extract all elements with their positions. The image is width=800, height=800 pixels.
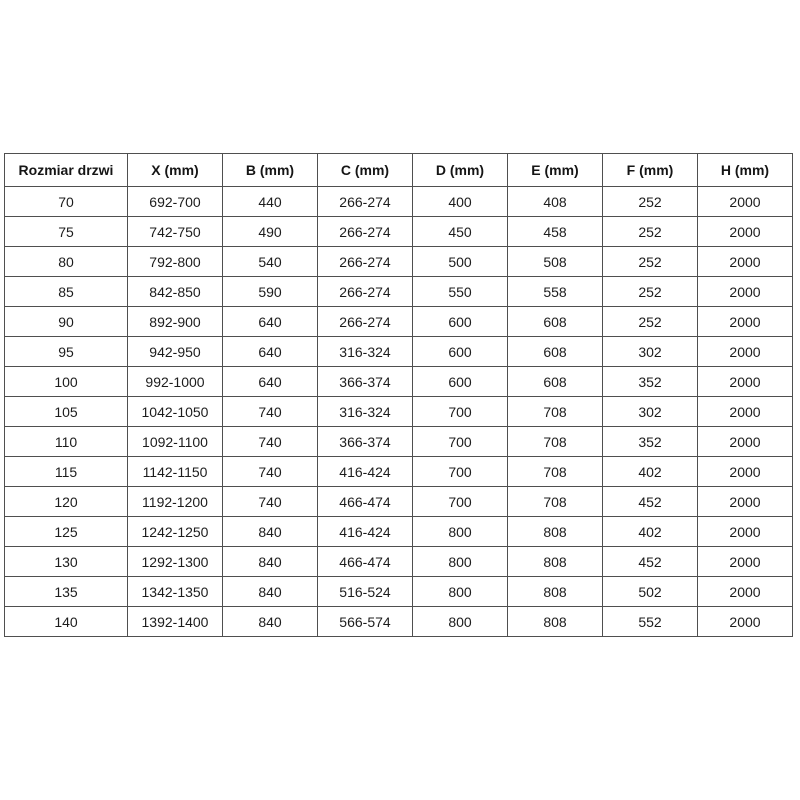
table-cell: 740: [223, 427, 318, 457]
table-cell: 125: [5, 517, 128, 547]
table-cell: 800: [413, 607, 508, 637]
table-cell: 110: [5, 427, 128, 457]
table-cell: 252: [603, 247, 698, 277]
table-cell: 75: [5, 217, 128, 247]
table-cell: 942-950: [128, 337, 223, 367]
header-cell: B (mm): [223, 154, 318, 187]
table-cell: 740: [223, 457, 318, 487]
header-cell: F (mm): [603, 154, 698, 187]
table-cell: 120: [5, 487, 128, 517]
table-cell: 2000: [698, 487, 793, 517]
table-cell: 800: [413, 517, 508, 547]
table-cell: 792-800: [128, 247, 223, 277]
header-cell: H (mm): [698, 154, 793, 187]
table-cell: 600: [413, 307, 508, 337]
table-cell: 600: [413, 337, 508, 367]
table-cell: 700: [413, 427, 508, 457]
table-cell: 840: [223, 547, 318, 577]
table-cell: 808: [508, 517, 603, 547]
table-row: [5, 247, 793, 277]
table-cell: 416-424: [318, 457, 413, 487]
table-cell: 140: [5, 607, 128, 637]
table-cell: 808: [508, 577, 603, 607]
table-cell: 316-324: [318, 337, 413, 367]
table-cell: 2000: [698, 517, 793, 547]
table-cell: 402: [603, 517, 698, 547]
table-cell: 440: [223, 187, 318, 217]
table-cell: 1092-1100: [128, 427, 223, 457]
table-cell: 416-424: [318, 517, 413, 547]
table-cell: 2000: [698, 367, 793, 397]
header-cell: X (mm): [128, 154, 223, 187]
table-row: [5, 487, 793, 517]
table-cell: 608: [508, 337, 603, 367]
table-row: [5, 217, 793, 247]
table-cell: 2000: [698, 397, 793, 427]
table-cell: 252: [603, 307, 698, 337]
table-header-row: [5, 154, 793, 187]
table-cell: 808: [508, 607, 603, 637]
table-cell: 508: [508, 247, 603, 277]
header-cell: C (mm): [318, 154, 413, 187]
table-cell: 740: [223, 397, 318, 427]
table-cell: 408: [508, 187, 603, 217]
table-cell: 608: [508, 367, 603, 397]
table-cell: 266-274: [318, 277, 413, 307]
table-cell: 2000: [698, 277, 793, 307]
table-row: [5, 187, 793, 217]
table-cell: 608: [508, 307, 603, 337]
table-cell: 400: [413, 187, 508, 217]
table-cell: 500: [413, 247, 508, 277]
table-cell: 708: [508, 397, 603, 427]
table-cell: 105: [5, 397, 128, 427]
table-cell: 2000: [698, 337, 793, 367]
table-row: [5, 397, 793, 427]
table-cell: 892-900: [128, 307, 223, 337]
table-cell: 2000: [698, 547, 793, 577]
table-cell: 742-750: [128, 217, 223, 247]
table-cell: 540: [223, 247, 318, 277]
table-cell: 708: [508, 457, 603, 487]
table-cell: 252: [603, 277, 698, 307]
table-cell: 466-474: [318, 487, 413, 517]
table-cell: 700: [413, 457, 508, 487]
door-size-table-container: [4, 153, 793, 637]
table-cell: 502: [603, 577, 698, 607]
table-cell: 266-274: [318, 187, 413, 217]
table-cell: 1342-1350: [128, 577, 223, 607]
table-cell: 90: [5, 307, 128, 337]
table-cell: 1042-1050: [128, 397, 223, 427]
table-cell: 85: [5, 277, 128, 307]
table-cell: 842-850: [128, 277, 223, 307]
table-cell: 640: [223, 337, 318, 367]
table-cell: 115: [5, 457, 128, 487]
table-cell: 2000: [698, 577, 793, 607]
table-cell: 452: [603, 487, 698, 517]
table-cell: 640: [223, 367, 318, 397]
table-cell: 302: [603, 397, 698, 427]
table-row: [5, 577, 793, 607]
table-cell: 640: [223, 307, 318, 337]
table-row: [5, 607, 793, 637]
table-cell: 100: [5, 367, 128, 397]
table-cell: 490: [223, 217, 318, 247]
table-cell: 130: [5, 547, 128, 577]
table-cell: 516-524: [318, 577, 413, 607]
table-cell: 352: [603, 427, 698, 457]
table-cell: 800: [413, 577, 508, 607]
table-cell: 95: [5, 337, 128, 367]
table-cell: 458: [508, 217, 603, 247]
header-cell: D (mm): [413, 154, 508, 187]
table-cell: 800: [413, 547, 508, 577]
table-cell: 135: [5, 577, 128, 607]
table-cell: 450: [413, 217, 508, 247]
table-row: [5, 547, 793, 577]
table-cell: 352: [603, 367, 698, 397]
table-cell: 2000: [698, 427, 793, 457]
table-row: [5, 367, 793, 397]
table-cell: 2000: [698, 217, 793, 247]
table-cell: 692-700: [128, 187, 223, 217]
table-cell: 366-374: [318, 427, 413, 457]
table-cell: 252: [603, 217, 698, 247]
table-cell: 708: [508, 427, 603, 457]
table-row: [5, 427, 793, 457]
table-cell: 402: [603, 457, 698, 487]
table-cell: 808: [508, 547, 603, 577]
table-cell: 2000: [698, 247, 793, 277]
table-row: [5, 307, 793, 337]
table-cell: 992-1000: [128, 367, 223, 397]
table-cell: 466-474: [318, 547, 413, 577]
table-cell: 266-274: [318, 307, 413, 337]
table-cell: 302: [603, 337, 698, 367]
table-cell: 740: [223, 487, 318, 517]
table-cell: 252: [603, 187, 698, 217]
table-cell: 1292-1300: [128, 547, 223, 577]
table-cell: 2000: [698, 187, 793, 217]
table-cell: 1242-1250: [128, 517, 223, 547]
table-cell: 316-324: [318, 397, 413, 427]
table-cell: 80: [5, 247, 128, 277]
table-cell: 700: [413, 487, 508, 517]
table-cell: 700: [413, 397, 508, 427]
table-cell: 840: [223, 607, 318, 637]
table-cell: 266-274: [318, 247, 413, 277]
table-cell: 2000: [698, 307, 793, 337]
table-cell: 708: [508, 487, 603, 517]
table-row: [5, 517, 793, 547]
table-cell: 1192-1200: [128, 487, 223, 517]
table-cell: 550: [413, 277, 508, 307]
table-row: [5, 277, 793, 307]
table-cell: 600: [413, 367, 508, 397]
table-cell: 558: [508, 277, 603, 307]
header-cell: E (mm): [508, 154, 603, 187]
table-cell: 1142-1150: [128, 457, 223, 487]
table-cell: 266-274: [318, 217, 413, 247]
table-cell: 590: [223, 277, 318, 307]
table-cell: 366-374: [318, 367, 413, 397]
header-cell: Rozmiar drzwi: [5, 154, 128, 187]
table-row: [5, 337, 793, 367]
door-size-table: [4, 153, 793, 637]
table-cell: 2000: [698, 457, 793, 487]
table-cell: 70: [5, 187, 128, 217]
table-cell: 552: [603, 607, 698, 637]
table-cell: 452: [603, 547, 698, 577]
table-cell: 1392-1400: [128, 607, 223, 637]
table-cell: 840: [223, 517, 318, 547]
table-cell: 566-574: [318, 607, 413, 637]
table-cell: 2000: [698, 607, 793, 637]
table-row: [5, 457, 793, 487]
table-cell: 840: [223, 577, 318, 607]
